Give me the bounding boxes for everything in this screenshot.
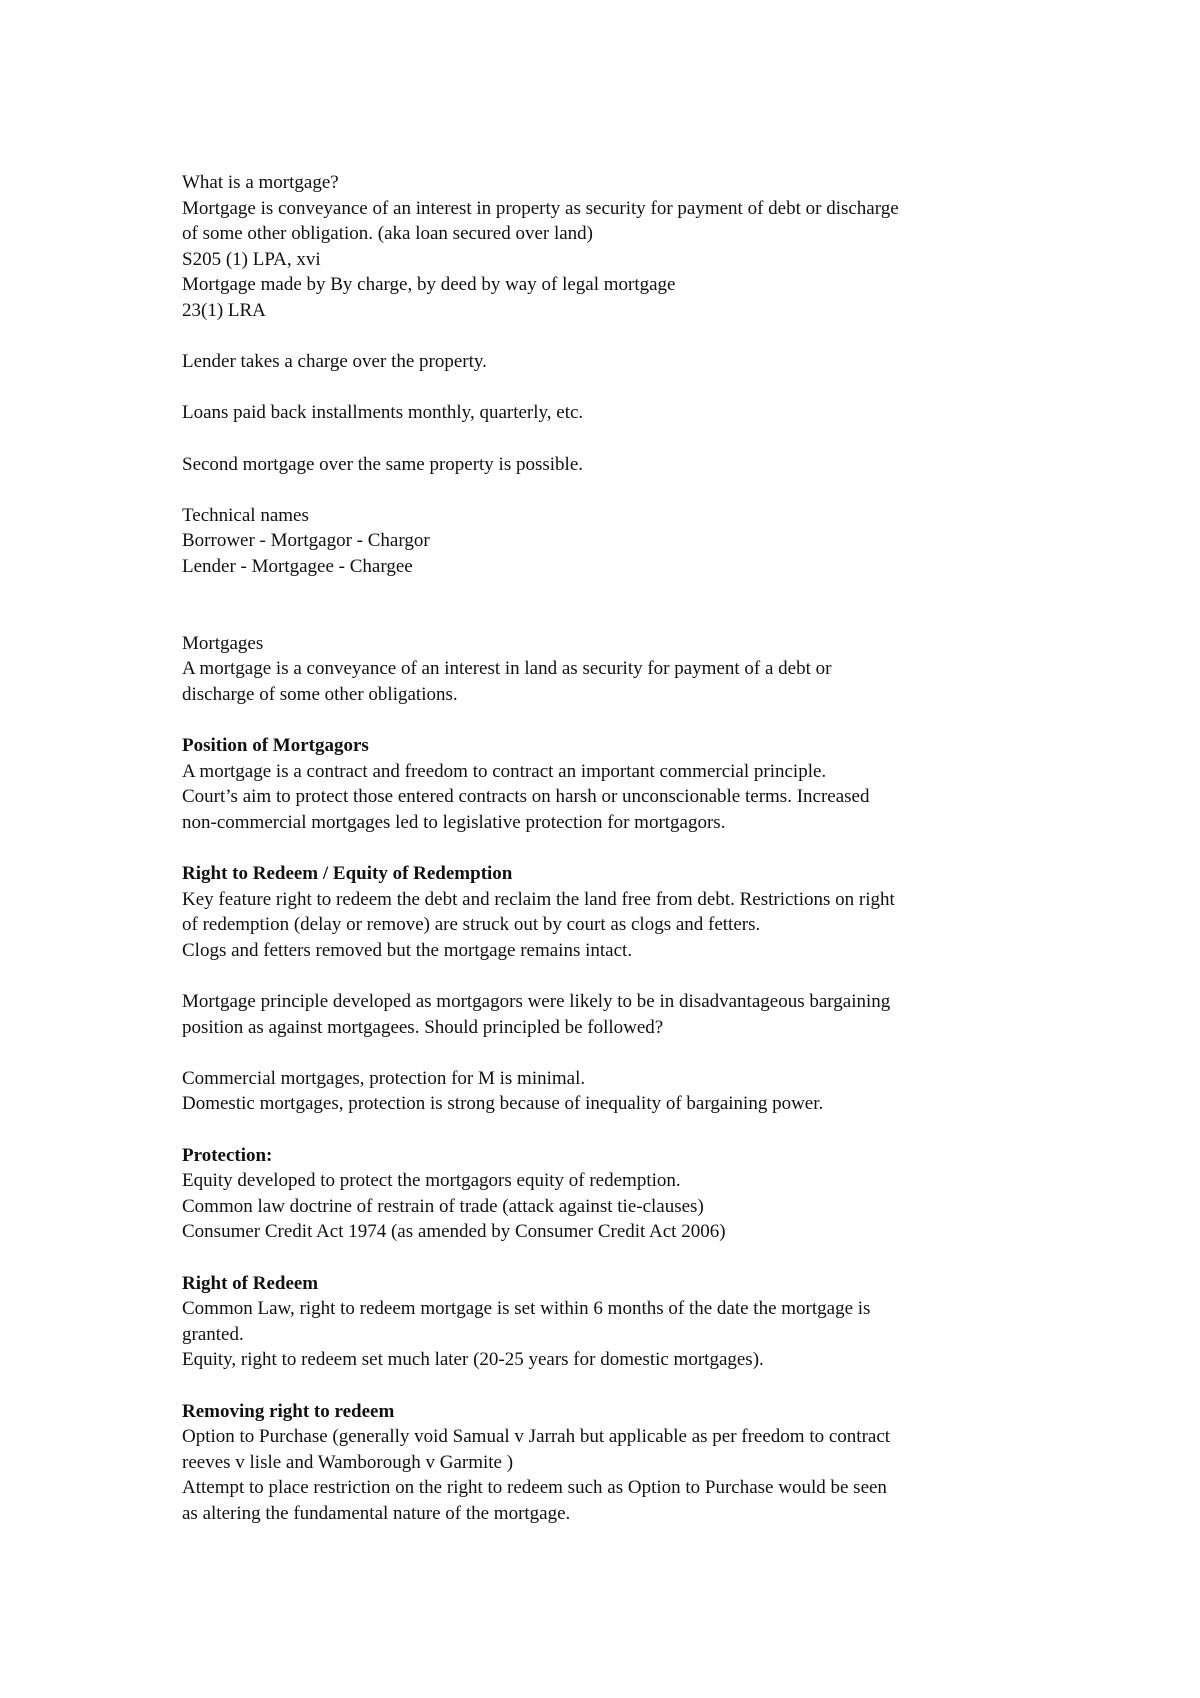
intro-line: Mortgage made by By charge, by deed by way of legal mortgage	[182, 274, 676, 296]
protection-section	[182, 1143, 1042, 1245]
removing-line: Option to Purchase (generally void Samual v Jarrah but applicable as per freedom to contract	[182, 1426, 891, 1448]
right-of-redeem-heading: Right of Redeem	[182, 1272, 319, 1294]
removing-heading: Removing right to redeem	[182, 1400, 395, 1422]
protection-heading: Protection:	[182, 1144, 273, 1166]
position-line: Court’s aim to protect those entered contracts on harsh or unconscionable terms. Increased	[182, 786, 870, 808]
principle-section	[182, 989, 1042, 1040]
spacer	[182, 426, 1042, 452]
position-line: non-commercial mortgages led to legislative protection for mortgagors.	[182, 811, 726, 833]
right-to-redeem-heading: Right to Redeem / Equity of Redemption	[182, 863, 513, 885]
commercial-line: Commercial mortgages, protection for M is minimal.	[182, 1067, 586, 1089]
position-section	[182, 733, 1042, 835]
removing-section	[182, 1399, 1042, 1527]
intro-question: What is a mortgage?	[182, 172, 339, 193]
spacer	[182, 1040, 1042, 1066]
right-to-redeem-line: of redemption (delay or remove) are struck out by court as clogs and fetters.	[182, 914, 761, 936]
intro-line: Mortgage is conveyance of an interest in property as security for payment of debt or discharge	[182, 197, 899, 219]
document-page	[182, 170, 1042, 1526]
removing-line: Attempt to place restriction on the right to redeem such as Option to Purchase would be seen	[182, 1477, 887, 1499]
spacer	[182, 963, 1042, 989]
spacer	[182, 1245, 1042, 1271]
commercial-line: Domestic mortgages, protection is strong because of inequality of bargaining power.	[182, 1093, 824, 1115]
intro-line: S205 (1) LPA, xvi	[182, 248, 321, 270]
principle-line: Mortgage principle developed as mortgagors were likely to be in disadvantageous bargaining	[182, 991, 891, 1012]
mortgages-line: A mortgage is a conveyance of an interest in land as security for payment of a debt or	[182, 658, 832, 680]
lender-paragraph: Lender takes a charge over the property.	[182, 351, 487, 373]
intro-line: of some other obligation. (aka loan secured over land)	[182, 223, 593, 245]
intro-section	[182, 170, 1042, 324]
protection-line: Consumer Credit Act 1974 (as amended by Consumer Credit Act 2006)	[182, 1221, 726, 1243]
spacer	[182, 707, 1042, 733]
spacer	[182, 605, 1042, 631]
principle-line: position as against mortgagees. Should principled be followed?	[182, 1016, 664, 1038]
mortgages-line: discharge of some other obligations.	[182, 683, 458, 705]
commercial-section	[182, 1066, 1042, 1117]
spacer	[182, 324, 1042, 350]
mortgages-section	[182, 631, 1042, 708]
right-to-redeem-line: Clogs and fetters removed but the mortgage remains intact.	[182, 939, 633, 961]
position-heading: Position of Mortgagors	[182, 735, 369, 757]
technical-names-title: Technical names	[182, 504, 309, 526]
technical-names-section	[182, 503, 1042, 580]
right-of-redeem-line: granted.	[182, 1323, 244, 1345]
spacer	[182, 835, 1042, 861]
removing-line: reeves v lisle and Wamborough v Garmite )	[182, 1451, 514, 1473]
right-to-redeem-section	[182, 861, 1042, 963]
intro-line: 23(1) LRA	[182, 299, 266, 321]
right-of-redeem-line: Common Law, right to redeem mortgage is set within 6 months of the date the mortgage is	[182, 1298, 871, 1320]
technical-names-line: Borrower - Mortgagor - Chargor	[182, 530, 430, 552]
spacer	[182, 375, 1042, 401]
spacer	[182, 477, 1042, 503]
removing-line: as altering the fundamental nature of the mortgage.	[182, 1502, 571, 1524]
spacer	[182, 1117, 1042, 1143]
loans-paragraph: Loans paid back installments monthly, quarterly, etc.	[182, 402, 584, 424]
mortgages-title: Mortgages	[182, 632, 264, 654]
protection-line: Common law doctrine of restrain of trade (attack against tie-clauses)	[182, 1195, 704, 1217]
second-mortgage-paragraph: Second mortgage over the same property is possible.	[182, 453, 584, 475]
position-line: A mortgage is a contract and freedom to contract an important commercial principle.	[182, 760, 827, 782]
technical-names-line: Lender - Mortgagee - Chargee	[182, 555, 413, 577]
right-of-redeem-section	[182, 1271, 1042, 1373]
right-of-redeem-line: Equity, right to redeem set much later (20-25 years for domestic mortgages).	[182, 1349, 764, 1371]
spacer	[182, 1373, 1042, 1399]
right-to-redeem-line: Key feature right to redeem the debt and reclaim the land free from debt. Restrictions on right	[182, 888, 895, 910]
spacer	[182, 580, 1042, 606]
protection-line: Equity developed to protect the mortgagors equity of redemption.	[182, 1170, 681, 1192]
